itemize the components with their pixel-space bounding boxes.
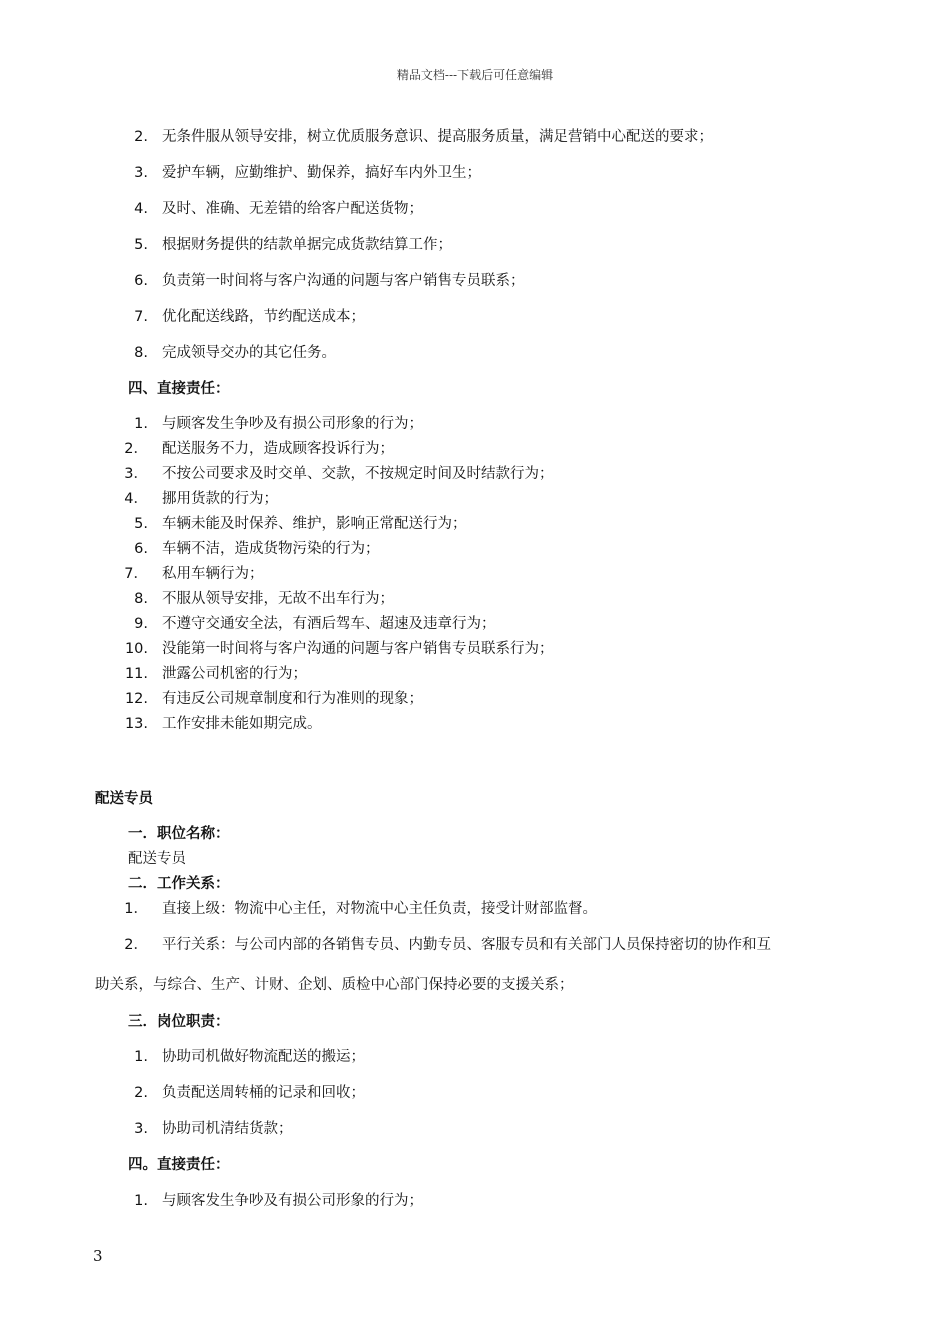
responsibility-number: 13. [124,716,148,732]
heading-job-duties: 三．岗位职责： [128,1014,230,1030]
responsibility-number: 6. [134,541,148,557]
duty-text: 优化配送线路，节约配送成本； [162,309,365,325]
relation-text: 平行关系：与公司内部的各销售专员、内勤专员、客服专员和有关部门人员保持密切的协作和互 [162,937,771,953]
responsibility-number: 10. [124,641,148,657]
responsibility-number: 2． [124,441,148,457]
duty-number: 8. [134,345,148,361]
responsibility-text: 车辆不洁，造成货物污染的行为； [162,541,380,557]
duty-number: 6. [134,273,148,289]
position-name-value: 配送专员 [128,851,186,867]
responsibility-text: 与顾客发生争吵及有损公司形象的行为； [162,1193,423,1209]
responsibility-number: 5. [134,516,148,532]
job-duty-text: 协助司机做好物流配送的搬运； [162,1049,365,1065]
duty-text: 无条件服从领导安排，树立优质服务意识、提高服务质量，满足营销中心配送的要求； [162,129,713,145]
job-duty-number: 1. [134,1049,148,1065]
responsibility-number: 11. [124,666,148,682]
heading-direct-responsibility-2: 四。直接责任： [128,1157,230,1173]
job-duty-text: 负责配送周转桶的记录和回收； [162,1085,365,1101]
duty-text: 及时、准确、无差错的给客户配送货物； [162,201,423,217]
responsibility-text: 挪用货款的行为； [162,491,278,507]
responsibility-text: 工作安排未能如期完成。 [162,716,322,732]
relation-number: 2． [124,937,148,953]
duty-number: 7. [134,309,148,325]
duty-number: 3. [134,165,148,181]
job-duty-number: 2. [134,1085,148,1101]
duty-text: 负责第一时间将与客户沟通的问题与客户销售专员联系； [162,273,525,289]
responsibility-text: 没能第一时间将与客户沟通的问题与客户销售专员联系行为； [162,641,554,657]
responsibility-number: 8. [134,591,148,607]
responsibility-text: 泄露公司机密的行为； [162,666,307,682]
page-header: 精品文档---下载后可任意编辑 [396,68,554,82]
responsibility-number: 3． [124,466,148,482]
duty-text: 根据财务提供的结款单据完成货款结算工作； [162,237,452,253]
responsibility-text: 与顾客发生争吵及有损公司形象的行为； [162,416,423,432]
responsibility-text: 有违反公司规章制度和行为准则的现象； [162,691,423,707]
relation-text-continued: 助关系，与综合、生产、计财、企划、质检中心部门保持必要的支援关系； [95,977,574,993]
responsibility-text: 配送服务不力，造成顾客投诉行为； [162,441,394,457]
duty-text: 完成领导交办的其它任务。 [162,345,336,361]
page-number: 3 [93,1247,103,1265]
responsibility-number: 7． [124,566,148,582]
heading-position-name: 一．职位名称： [128,826,230,842]
relation-number: 1． [124,901,148,917]
section-heading-direct-responsibility: 四、直接责任： [128,381,230,397]
responsibility-number: 4． [124,491,148,507]
responsibility-text: 私用车辆行为； [162,566,264,582]
job-duty-number: 3. [134,1121,148,1137]
responsibility-number: 1. [134,1193,148,1209]
responsibility-text: 不遵守交通安全法，有酒后驾车、超速及违章行为； [162,616,496,632]
responsibility-text: 不按公司要求及时交单、交款，不按规定时间及时结款行为； [162,466,554,482]
responsibility-number: 9. [134,616,148,632]
heading-work-relations: 二．工作关系： [128,876,230,892]
duty-number: 4. [134,201,148,217]
duty-number: 5. [134,237,148,253]
relation-text: 直接上级：物流中心主任，对物流中心主任负责，接受计财部监督。 [162,901,597,917]
section-title: 配送专员 [95,791,153,807]
responsibility-text: 不服从领导安排，无故不出车行为； [162,591,394,607]
duty-number: 2. [134,129,148,145]
responsibility-number: 1. [134,416,148,432]
responsibility-text: 车辆未能及时保养、维护，影响正常配送行为； [162,516,467,532]
responsibility-number: 12. [124,691,148,707]
duty-text: 爱护车辆，应勤维护、勤保养，搞好车内外卫生； [162,165,481,181]
job-duty-text: 协助司机清结货款； [162,1121,293,1137]
